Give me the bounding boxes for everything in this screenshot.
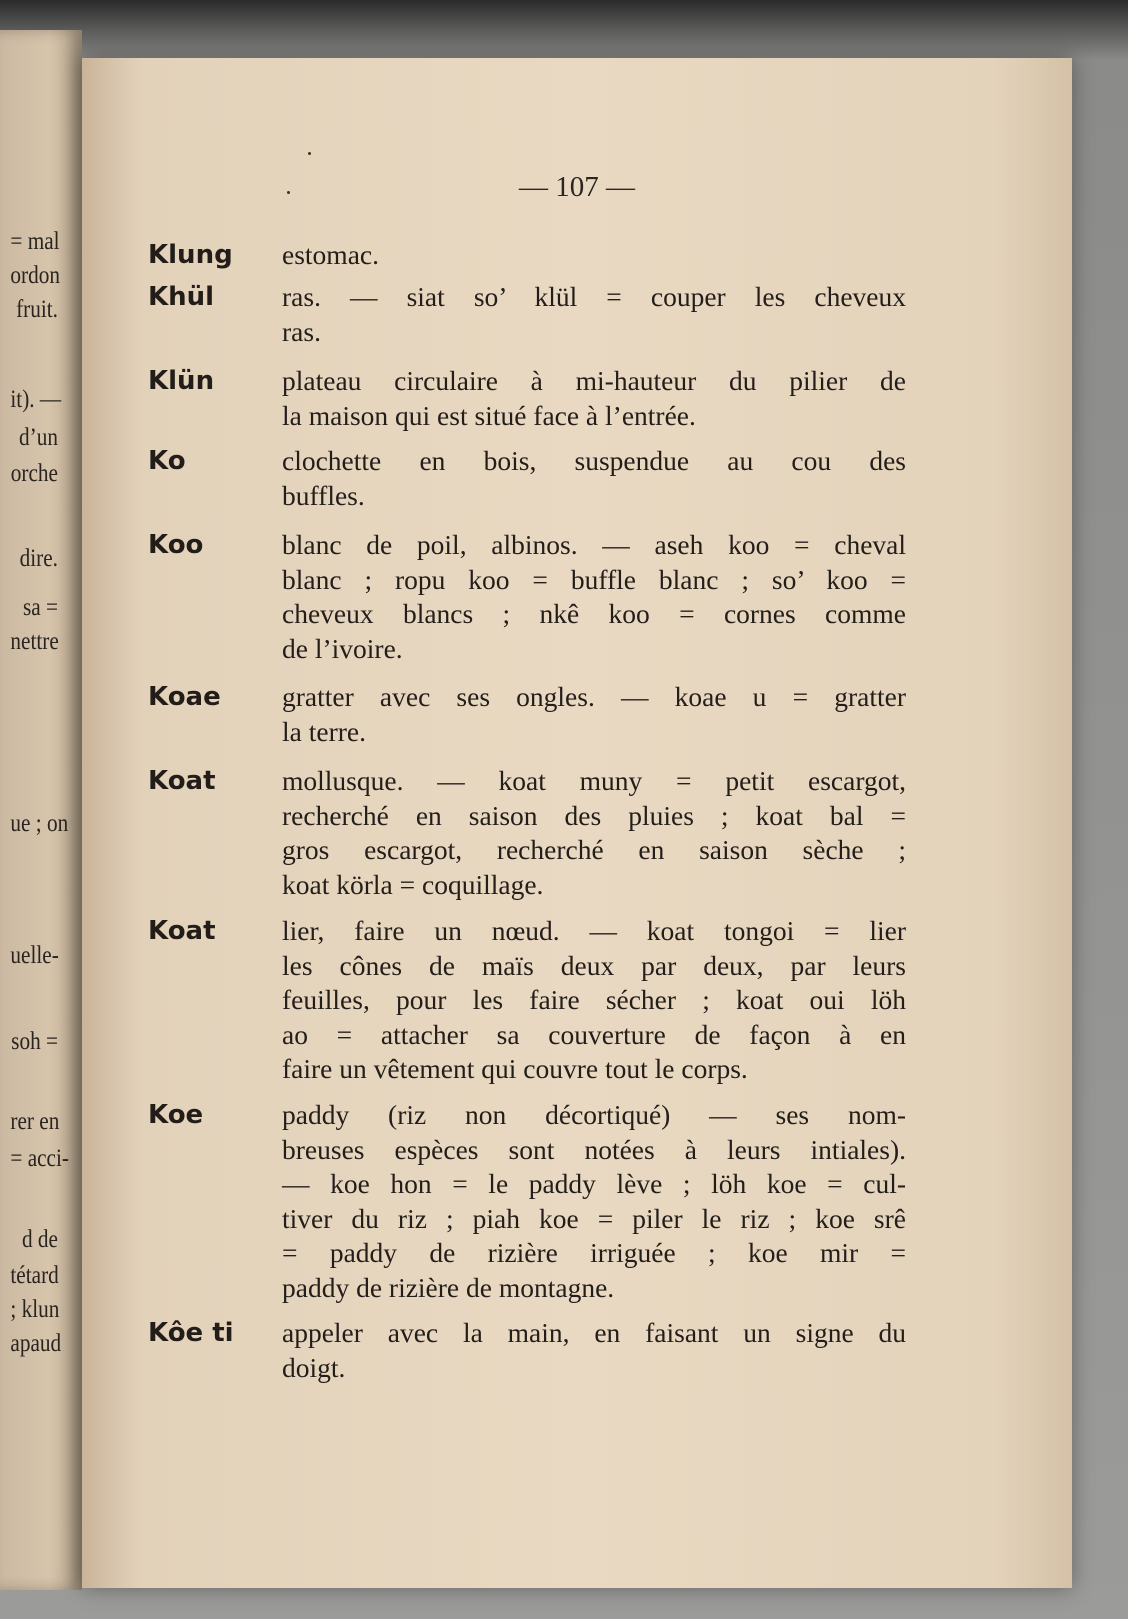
left-page-text-fragment: ; klun <box>10 1296 60 1323</box>
left-page-text-fragment: soh = <box>11 1028 58 1055</box>
definition-line: blanc de poil, albinos. — aseh koo = cheval <box>282 529 906 560</box>
entry-definition <box>282 528 906 666</box>
left-page-text-fragment: orche <box>10 460 58 487</box>
left-page-text-fragment: nettre <box>10 628 59 655</box>
entry-definition <box>282 1316 906 1385</box>
page-number: — 107 — <box>519 171 635 203</box>
left-page-text-fragment: sa = <box>22 594 58 621</box>
definition-line: = paddy de rizière irriguée ; koe mir = <box>282 1237 906 1268</box>
entry-definition <box>282 764 906 902</box>
left-page-text-fragment: = acci- <box>10 1145 69 1172</box>
paper-speck <box>308 152 311 155</box>
definition-line: cheveux blancs ; nkê koo = cornes comme <box>282 598 906 629</box>
entry-definition <box>282 1098 906 1305</box>
entry-headword: Koe <box>148 1100 204 1130</box>
entry-headword: Koat <box>148 916 216 946</box>
entry-headword: Klün <box>148 366 215 396</box>
left-page-text-fragment: fruit. <box>16 296 58 323</box>
definition-line: gros escargot, recherché en saison sèche ; <box>282 834 906 865</box>
entry-headword: Koo <box>148 530 204 560</box>
definition-line: lier, faire un nœud. — koat tongoi = lier <box>282 915 906 946</box>
definition-line: appeler avec la main, en faisant un signe du <box>282 1317 906 1348</box>
left-page-text-fragment: dire. <box>19 545 58 572</box>
left-page-text-fragment: d’un <box>19 424 58 451</box>
definition-line: estomac. <box>282 239 379 270</box>
definition-line: les cônes de maïs deux par deux, par leurs <box>282 949 906 981</box>
left-page-text-fragment: = mal <box>10 228 60 255</box>
book-page <box>82 58 1072 1588</box>
left-page-text-fragment: apaud <box>10 1330 62 1357</box>
left-page-text-fragment: tétard <box>10 1262 59 1289</box>
definition-line: faire un vêtement qui couvre tout le corps. <box>282 1053 748 1084</box>
definition-line: breuses espèces sont notées à leurs intiales). <box>282 1133 906 1165</box>
entry-headword: Kôe ti <box>148 1318 234 1348</box>
left-page-text-fragment: ue ; on <box>10 810 69 837</box>
entry-definition <box>282 680 906 749</box>
definition-line: — koe hon = le paddy lève ; löh koe = cul- <box>282 1168 906 1199</box>
entry-headword: Klung <box>148 240 233 270</box>
definition-line: blanc ; ropu koo = buffle blanc ; so’ koo = <box>282 563 906 595</box>
left-page-text-fragment: ordon <box>10 262 60 289</box>
entry-headword: Khül <box>148 282 215 312</box>
definition-line: la terre. <box>282 715 366 747</box>
definition-line: feuilles, pour les faire sécher ; koat oui löh <box>282 984 906 1015</box>
entry-definition <box>282 238 906 273</box>
entry-definition <box>282 444 906 513</box>
definition-line: plateau circulaire à mi-hauteur du pilier de <box>282 365 906 396</box>
left-page-edge <box>0 30 82 1590</box>
left-page-text-fragment: it). — <box>10 386 62 413</box>
definition-line: clochette en bois, suspendue au cou des <box>282 445 906 476</box>
definition-line: paddy (riz non décortiqué) — ses nom- <box>282 1099 906 1130</box>
definition-line: koat körla = coquillage. <box>282 868 544 900</box>
definition-line: doigt. <box>282 1351 346 1383</box>
entry-definition <box>282 914 906 1087</box>
left-page-text-fragment: uelle- <box>10 942 59 969</box>
definition-line: mollusque. — koat muny = petit escargot, <box>282 765 906 796</box>
definition-line: ao = attacher sa couverture de façon à en <box>282 1018 906 1050</box>
definition-line: buffles. <box>282 479 365 511</box>
entry-headword: Koae <box>148 682 221 712</box>
entry-definition <box>282 280 906 349</box>
entry-headword: Ko <box>148 446 186 476</box>
definition-line: gratter avec ses ongles. — koae u = gratter <box>282 681 906 712</box>
definition-line: tiver du riz ; piah koe = piler le riz ; koe srê <box>282 1202 906 1234</box>
dictionary-entries <box>82 58 1072 1588</box>
entry-headword: Koat <box>148 766 216 796</box>
paper-speck <box>287 191 290 194</box>
definition-line: ras. <box>282 315 321 347</box>
photo-background <box>0 0 1128 60</box>
definition-line: la maison qui est situé face à l’entrée. <box>282 399 696 431</box>
definition-line: paddy de rizière de montagne. <box>282 1271 615 1303</box>
definition-line: de l’ivoire. <box>282 632 403 664</box>
left-page-text-fragment: rer en <box>10 1108 60 1135</box>
definition-line: recherché en saison des pluies ; koat bal = <box>282 799 906 831</box>
entry-definition <box>282 364 906 433</box>
left-page-text-fragment: d de <box>21 1226 58 1253</box>
definition-line: ras. — siat so’ klül = couper les cheveux <box>282 281 906 312</box>
